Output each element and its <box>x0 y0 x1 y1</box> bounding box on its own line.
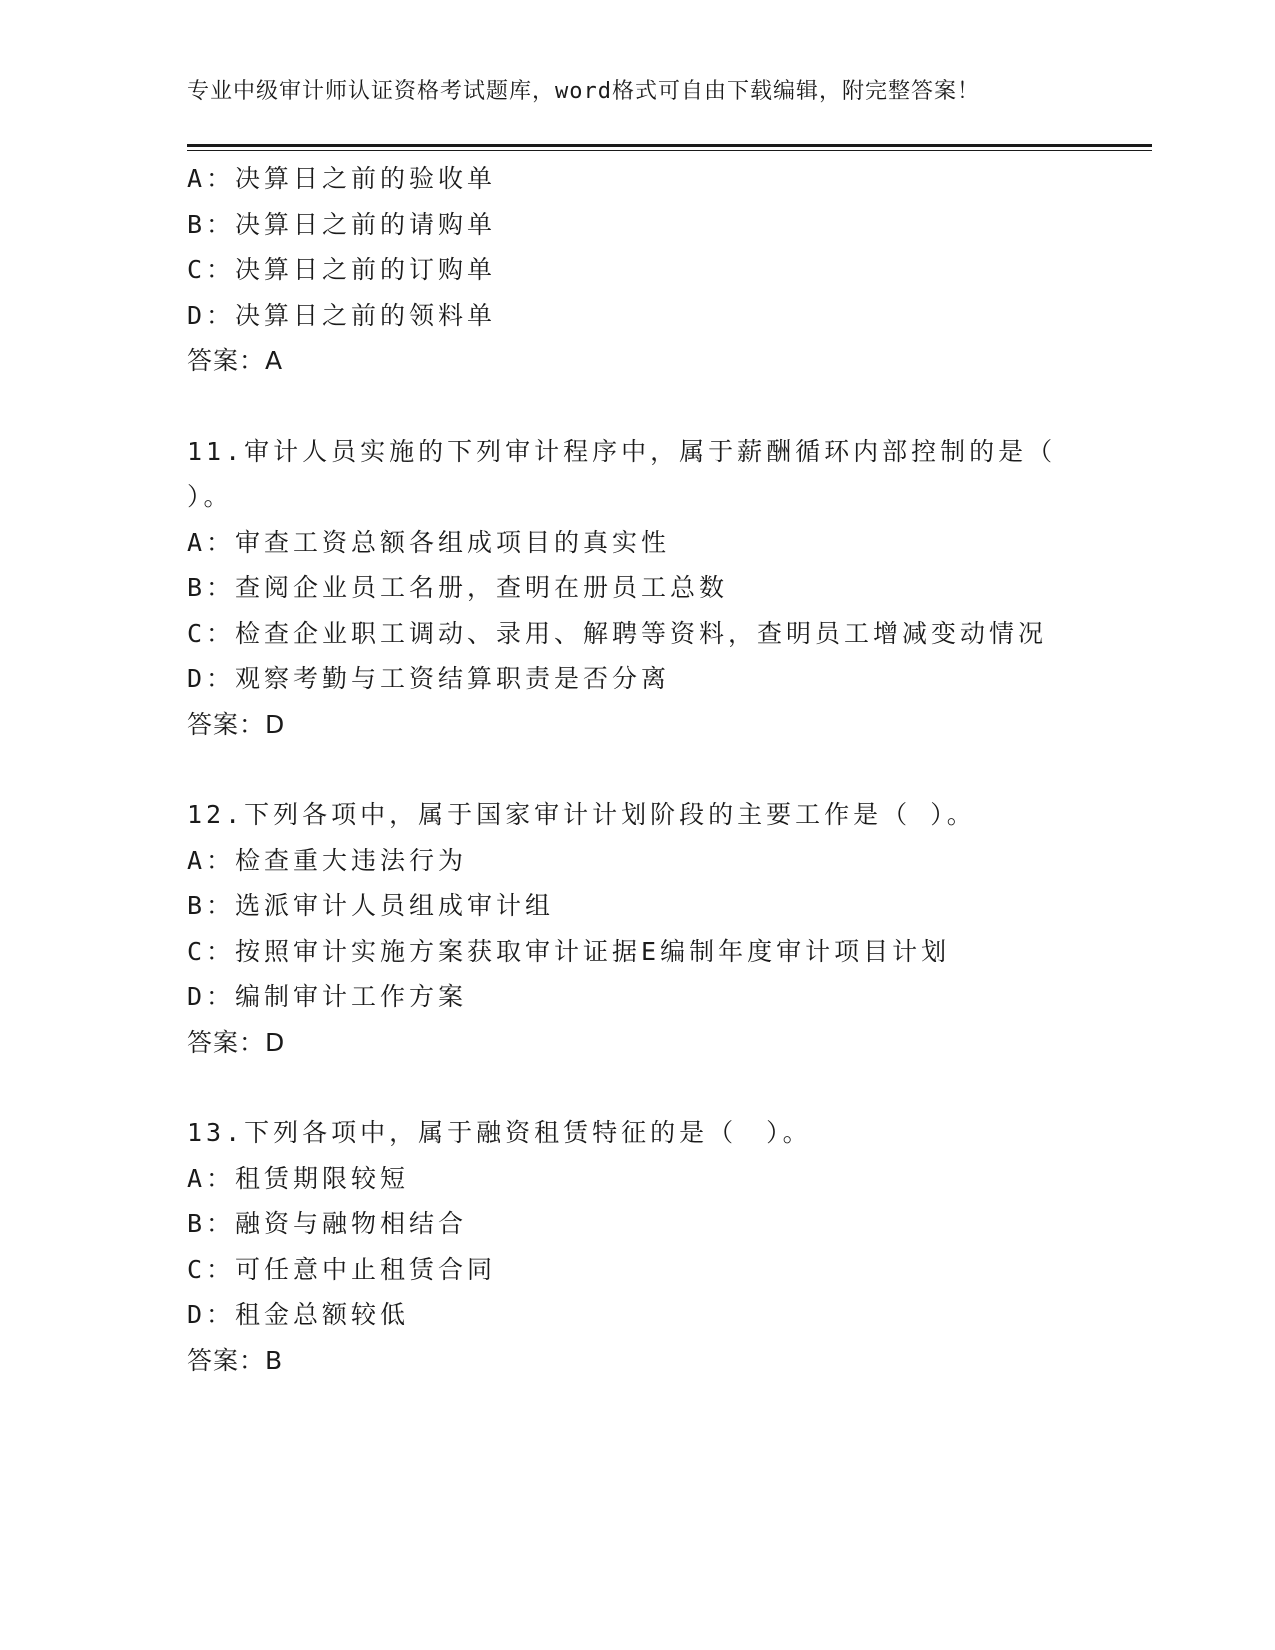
question-stem: 12.下列各项中，属于国家审计计划阶段的主要工作是（ ）。 <box>187 800 976 829</box>
answer: 答案：D <box>187 709 286 739</box>
option-d: D：决算日之前的领料单 <box>187 300 497 330</box>
question-stem: 11.审计人员实施的下列审计程序中，属于薪酬循环内部控制的是（ <box>187 436 1057 466</box>
option-b: B：融资与融物相结合 <box>187 1209 468 1238</box>
question-10 <box>187 156 1067 384</box>
option-a: A：租赁期限较短 <box>187 1163 410 1193</box>
option-d: D：租金总额较低 <box>187 1300 410 1329</box>
option-d: D：观察考勤与工资结算职责是否分离 <box>187 664 671 693</box>
option-c: C：可任意中止租赁合同 <box>187 1254 497 1284</box>
option-b: B：决算日之前的请购单 <box>187 209 497 239</box>
option-a: A：审查工资总额各组成项目的真实性 <box>187 527 671 557</box>
option-c: C：决算日之前的订购单 <box>187 255 497 284</box>
option-d: D：编制审计工作方案 <box>187 982 468 1011</box>
page-header: 专业中级审计师认证资格考试题库，word格式可自由下载编辑，附完整答案！ <box>187 79 980 104</box>
option-c: C：按照审计实施方案获取审计证据E编制年度审计项目计划 <box>187 936 951 966</box>
option-c: C：检查企业职工调动、录用、解聘等资料，查明员工增减变动情况 <box>187 618 1048 648</box>
option-a: A：检查重大违法行为 <box>187 845 468 875</box>
question-stem-continued: ）。 <box>187 482 233 511</box>
answer: 答案：D <box>187 1027 286 1057</box>
question-12 <box>187 792 1067 1065</box>
question-stem: 13.下列各项中，属于融资租赁特征的是（ ）。 <box>187 1118 812 1147</box>
option-a: A：决算日之前的验收单 <box>187 164 497 193</box>
question-11 <box>187 429 1067 748</box>
option-b: B：选派审计人员组成审计组 <box>187 891 555 920</box>
answer: 答案：A <box>187 346 284 375</box>
question-list <box>187 156 1067 1383</box>
question-13 <box>187 1110 1067 1383</box>
option-b: B：查阅企业员工名册，查明在册员工总数 <box>187 573 729 602</box>
answer: 答案：B <box>187 1345 284 1375</box>
header-divider-thin <box>187 150 1152 151</box>
header-divider-thick <box>187 144 1152 147</box>
